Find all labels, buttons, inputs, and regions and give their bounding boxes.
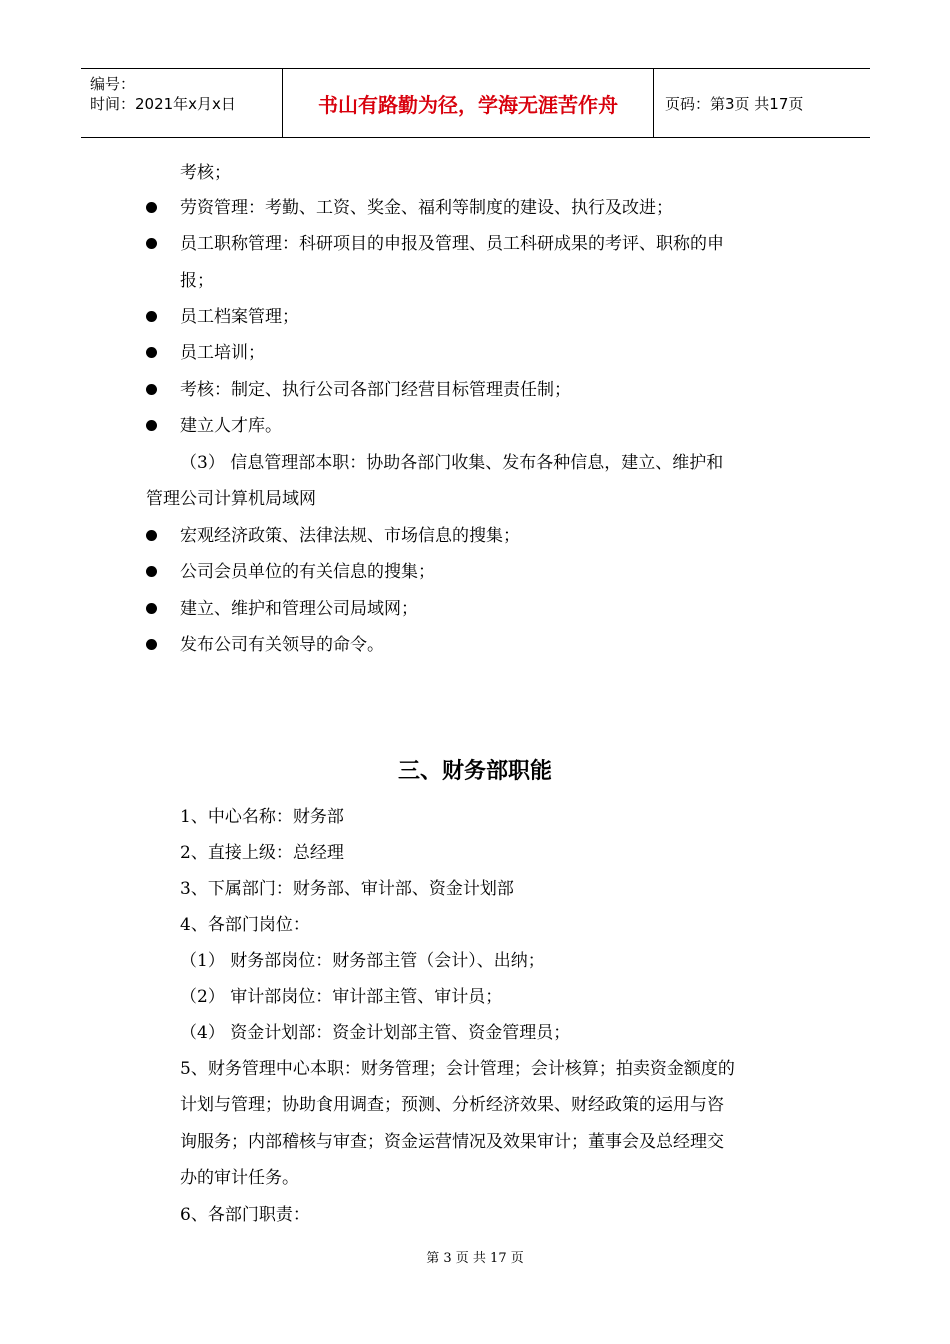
number-label: 编号： [90,75,136,93]
list-item: 员工档案管理； [180,307,299,327]
list-item: 员工职称管理：科研项目的申报及管理、员工科研成果的考评、职称的申 [180,234,724,254]
item-line: 1、中心名称：财务部 [180,807,344,827]
item-line: 询服务；内部稽核与审查；资金运营情况及效果审计；董事会及总经理交 [180,1132,724,1152]
info-dept-paragraph-cont: 管理公司计算机局域网 [146,489,316,509]
list-item: 建立人才库。 [180,416,282,436]
item-line: （1） 财务部岗位：财务部主管（会计）、出纳； [180,951,545,971]
item-line: 办的审计任务。 [180,1168,299,1188]
bullet-icon [146,639,157,650]
section-title: 三、财务部职能 [397,759,552,784]
bullet-icon [146,420,157,431]
list-item: 公司会员单位的有关信息的搜集； [180,562,435,582]
bullet-icon [146,566,157,577]
list-item-wrap: 报； [180,271,214,291]
bullet-icon [146,238,157,249]
time-label: 时间：2021年x月x日 [90,95,236,113]
item-line: 计划与管理；协助食用调查；预测、分析经济效果、财经政策的运用与咨 [180,1095,724,1115]
item-line: 6、各部门职责： [180,1205,310,1225]
info-dept-paragraph: （3） 信息管理部本职：协助各部门收集、发布各种信息，建立、维护和 [180,453,724,473]
header-meta [81,69,283,137]
item-line: （4） 资金计划部：资金计划部主管、资金管理员； [180,1023,571,1043]
bullet-icon [146,311,157,322]
list-item: 考核：制定、执行公司各部门经营目标管理责任制； [180,380,571,400]
list-item: 员工培训； [180,343,265,363]
item-line: 3、下属部门：财务部、审计部、资金计划部 [180,879,514,899]
bullet-icon [146,347,157,358]
page-header [81,68,870,138]
bullet-icon [146,202,157,213]
item-line: 4、各部门岗位： [180,915,310,935]
list-item: 劳资管理：考勤、工资、奖金、福利等制度的建设、执行及改进； [180,198,673,218]
list-item: 建立、维护和管理公司局域网； [180,599,418,619]
bullet-icon [146,603,157,614]
continued-line: 考核； [180,163,231,183]
bullet-icon [146,530,157,541]
header-motto: 书山有路勤为径，学海无涯苦作舟 [283,69,654,137]
bullet-icon [146,384,157,395]
list-item: 宏观经济政策、法律法规、市场信息的搜集； [180,526,520,546]
list-item: 发布公司有关领导的命令。 [180,635,384,655]
header-page-info: 页码：第3页 共17页 [665,94,804,113]
item-line: 2、直接上级：总经理 [180,843,344,863]
page-footer: 第 3 页 共 17 页 [426,1251,524,1266]
item-line: 5、财务管理中心本职：财务管理；会计管理；会计核算；拍卖资金额度的 [180,1059,735,1079]
item-line: （2） 审计部岗位：审计部主管、审计员； [180,987,503,1007]
